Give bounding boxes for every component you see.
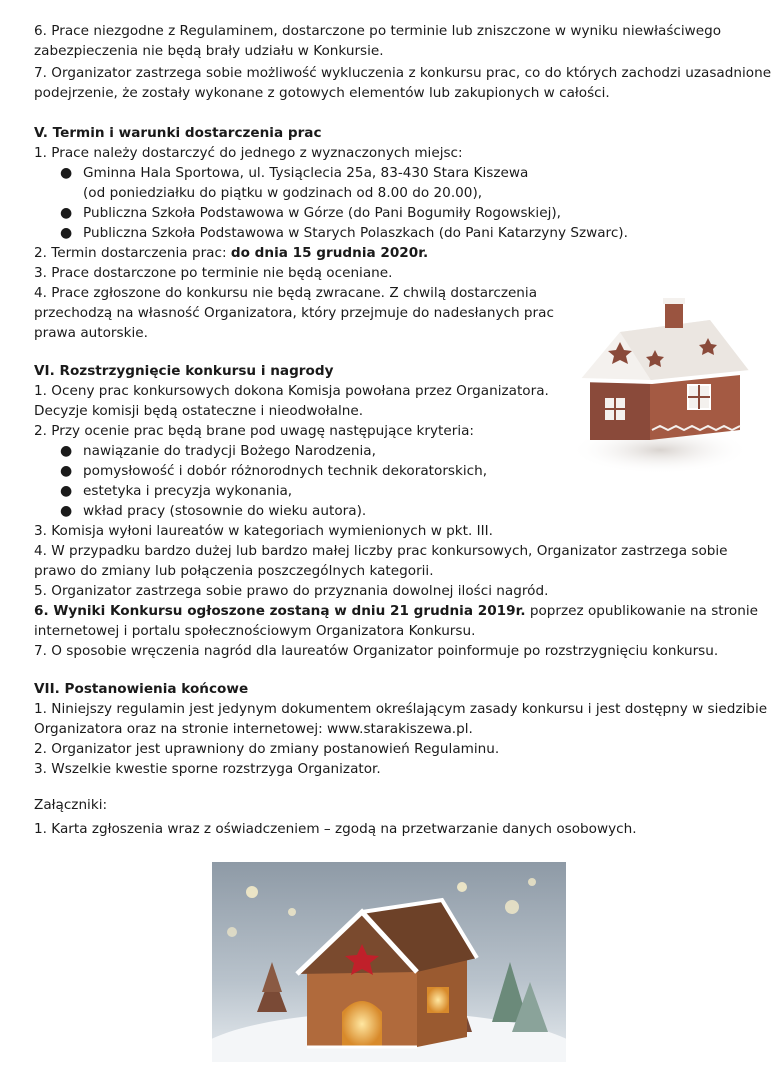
paragraph-vii-3: 3. Wszelkie kwestie sporne rozstrzyga Organizator. xyxy=(34,761,381,777)
list-item-location-3: Publiczna Szkoła Podstawowa w Starych Polaszkach (do Pani Katarzyny Szwarc). xyxy=(83,225,628,241)
paragraph-vii-1-line2: Organizatora oraz na stronie internetowej: www.starakiszewa.pl. xyxy=(34,721,473,737)
list-item-criterion-1: nawiązanie do tradycji Bożego Narodzenia, xyxy=(83,443,376,459)
paragraph-iv-6-line1: 6. Prace niezgodne z Regulaminem, dostarczone po terminie lub zniszczone w wyniku niewłaściwego xyxy=(34,23,722,39)
bullet-dot: ● xyxy=(60,225,73,241)
results-date-bold: 6. Wyniki Konkursu ogłoszone zostaną w dniu 21 grudnia 2019r. xyxy=(34,603,526,619)
list-item-criterion-3: estetyka i precyzja wykonania, xyxy=(83,483,293,499)
attachment-item-1: 1. Karta zgłoszenia wraz z oświadczeniem – zgodą na przetwarzanie danych osobowych. xyxy=(34,821,637,837)
paragraph-vi-6-line1 xyxy=(34,602,758,622)
section-vii-heading: VII. Postanowienia końcowe xyxy=(34,681,249,697)
bullet-dot: ● xyxy=(60,205,73,221)
list-item-criterion-4: wkład pracy (stosownie do wieku autora). xyxy=(83,503,367,519)
paragraph-vi-2: 2. Przy ocenie prac będą brane pod uwagę następujące kryteria: xyxy=(34,423,475,439)
paragraph-v-1: 1. Prace należy dostarczyć do jednego z wyznaczonych miejsc: xyxy=(34,145,463,161)
list-item-location-1: Gminna Hala Sportowa, ul. Tysiąclecia 25a, 83-430 Stara Kiszewa xyxy=(83,165,529,181)
paragraph-vi-4-line1: 4. W przypadku bardzo dużej lub bardzo małej liczby prac konkursowych, Organizator zastrzega sobie xyxy=(34,543,728,559)
gingerbread-house-image xyxy=(560,280,760,480)
attachments-heading: Załączniki: xyxy=(34,797,108,813)
paragraph-v-4-line2: przechodzą na własność Organizatora, który przejmuje do nadesłanych prac xyxy=(34,305,554,321)
list-item-location-2: Publiczna Szkoła Podstawowa w Górze (do Pani Bogumiły Rogowskiej), xyxy=(83,205,561,221)
paragraph-vi-1-line2: Decyzje komisji będą ostateczne i nieodwołalne. xyxy=(34,403,364,419)
bullet-dot: ● xyxy=(60,503,73,519)
bullet-dot: ● xyxy=(60,483,73,499)
paragraph-vi-7: 7. O sposobie wręczenia nagród dla laureatów Organizator poinformuje po rozstrzygnięciu konkursu. xyxy=(34,643,719,659)
paragraph-iv-7-line1: 7. Organizator zastrzega sobie możliwość wykluczenia z konkursu prac, co do których zachodzi uzasadnione xyxy=(34,65,772,81)
paragraph-vi-3: 3. Komisja wyłoni laureatów w kategoriach wymienionych w pkt. III. xyxy=(34,523,493,539)
paragraph-vi-6-line2: internetowej i portalu społecznościowym Organizatora Konkursu. xyxy=(34,623,476,639)
bullet-dot: ● xyxy=(60,443,73,459)
bullet-dot: ● xyxy=(60,463,73,479)
deadline-label: 2. Termin dostarczenia prac: xyxy=(34,245,231,261)
paragraph-v-4-line1: 4. Prace zgłoszone do konkursu nie będą zwracane. Z chwilą dostarczenia xyxy=(34,285,538,301)
section-v-heading: V. Termin i warunki dostarczenia prac xyxy=(34,125,322,141)
list-item-location-1-hours: (od poniedziałku do piątku w godzinach od 8.00 do 20.00), xyxy=(83,185,483,201)
paragraph-vi-1-line1: 1. Oceny prac konkursowych dokona Komisja powołana przez Organizatora. xyxy=(34,383,549,399)
section-vi-heading: VI. Rozstrzygnięcie konkursu i nagrody xyxy=(34,363,334,379)
gingerbread-house-snow-image xyxy=(212,862,566,1062)
paragraph-vi-5: 5. Organizator zastrzega sobie prawo do przyznania dowolnej ilości nagród. xyxy=(34,583,549,599)
paragraph-iv-6-line2: zabezpieczenia nie będą brały udziału w Konkursie. xyxy=(34,43,384,59)
paragraph-v-4-line3: prawa autorskie. xyxy=(34,325,148,341)
paragraph-v-3: 3. Prace dostarczone po terminie nie będą oceniane. xyxy=(34,265,393,281)
deadline-date: do dnia 15 grudnia 2020r. xyxy=(230,245,429,261)
bullet-dot: ● xyxy=(60,165,73,181)
paragraph-iv-7-line2: podejrzenie, że zostały wykonane z gotowych elementów lub zakupionych w całości. xyxy=(34,85,610,101)
paragraph-vii-1-line1: 1. Niniejszy regulamin jest jedynym dokumentem określającym zasady konkursu i jest dostępny w siedzibie xyxy=(34,701,768,717)
results-publish-text: poprzez opublikowanie na stronie xyxy=(525,603,758,619)
paragraph-v-2 xyxy=(34,244,428,264)
paragraph-vii-2: 2. Organizator jest uprawniony do zmiany postanowień Regulaminu. xyxy=(34,741,500,757)
paragraph-vi-4-line2: prawo do zmiany lub połączenia poszczególnych kategorii. xyxy=(34,563,434,579)
list-item-criterion-2: pomysłowość i dobór różnorodnych technik dekoratorskich, xyxy=(83,463,488,479)
